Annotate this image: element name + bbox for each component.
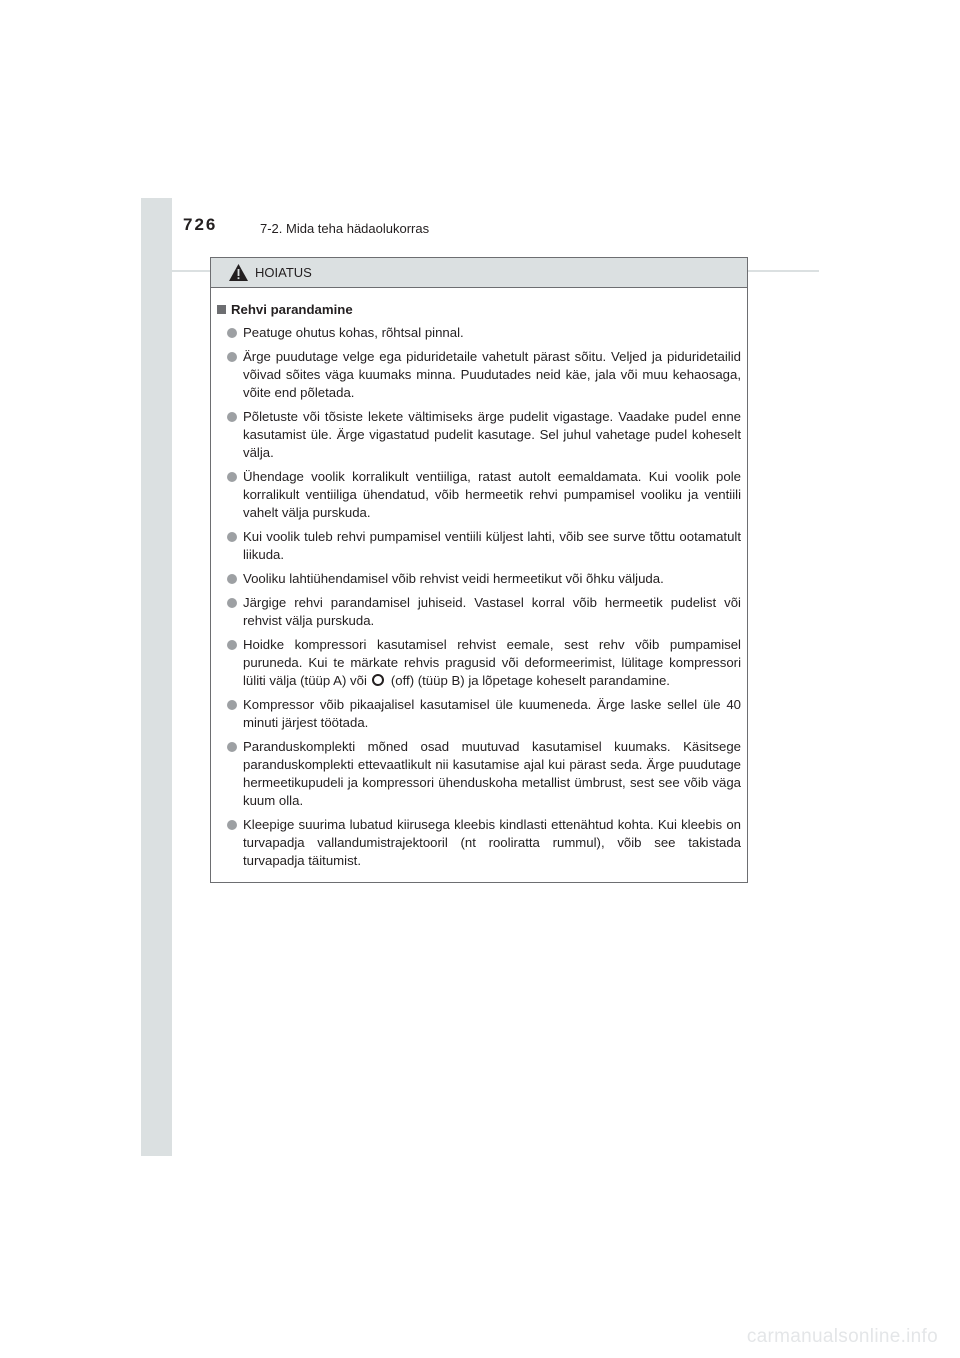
circle-bullet-icon <box>227 742 237 752</box>
list-item-text: Kui voolik tuleb rehvi pumpamisel ventiili küljest lahti, võib see surve tõttu ootamatult liikuda. <box>243 529 741 562</box>
list-item <box>216 696 741 732</box>
list-item-text: Peatuge ohutus kohas, rõhtsal pinnal. <box>243 325 464 340</box>
list-item <box>216 594 741 630</box>
list-item-text-part: Hoidke kompressori kasutamisel rehvist eemale, sest rehv võib pumpamisel puruneda. Kui te märkate rehvis pragusid või deformeerimist, lülitage kompressori lüliti välja (tüüp A) või <box>243 637 741 688</box>
list-item-text <box>243 636 741 690</box>
list-item-text-part: (off) (tüüp B) ja lõpetage koheselt parandamine. <box>390 673 670 688</box>
list-item-text: Vooliku lahtiühendamisel võib rehvist veidi hermeetikut või õhku väljuda. <box>243 571 664 586</box>
topic-heading <box>216 302 741 317</box>
warning-body <box>211 288 747 870</box>
section-title: 7-2. Mida teha hädaolukorras <box>260 221 430 236</box>
square-bullet-icon <box>217 305 226 314</box>
list-item <box>216 324 741 342</box>
list-item <box>216 738 741 810</box>
list-item <box>216 468 741 522</box>
circle-bullet-icon <box>227 598 237 608</box>
topic-title: Rehvi parandamine <box>231 302 353 317</box>
warning-triangle-icon <box>228 263 249 282</box>
list-item-text: Paranduskomplekti mõned osad muutuvad kasutamisel kuumaks. Käsitsege paranduskomplekti ettevaatlikult nii kasutamise ajal kui pärast seda. Ärge puudutage hermeetikupudeli ja kompressori ühenduskoha metallist ümbrust, sest see võib väga kuum olla. <box>243 739 741 808</box>
list-item <box>216 570 741 588</box>
list-item <box>216 348 741 402</box>
circle-bullet-icon <box>227 472 237 482</box>
page-sidebar-band <box>141 198 172 1156</box>
page-number: 726 <box>183 215 218 234</box>
warning-label: HOIATUS <box>255 265 312 280</box>
list-item-text: Põletuste või tõsiste lekete vältimiseks ärge pudelit vigastage. Vaadake pudel enne kasutamist üle. Ärge vigastatud pudelit kasutage. Sel juhul vahetage pudel koheselt välja. <box>243 409 741 460</box>
list-item <box>216 816 741 870</box>
warning-box <box>210 257 748 883</box>
list-item-text: Ärge puudutage velge ega piduridetaile vahetult pärast sõitu. Veljed ja piduridetailid võivad sõites väga kuumaks minna. Puudutades neid käe, jala või muu kehaosaga, võite end põletada. <box>243 349 741 400</box>
list-item-text: Ühendage voolik korralikult ventiiliga, ratast autolt eemaldamata. Kui voolik pole korralikult ventiiliga ühendatud, võib hermeetik rehvi pumpamisel vooliku ja ventiili vahelt välja purskuda. <box>243 469 741 520</box>
list-item <box>216 408 741 462</box>
circle-bullet-icon <box>227 700 237 710</box>
circle-bullet-icon <box>227 352 237 362</box>
off-circle-icon <box>372 674 384 686</box>
circle-bullet-icon <box>227 532 237 542</box>
list-item-text: Kompressor võib pikaajalisel kasutamisel üle kuumeneda. Ärge laske sellel üle 40 minuti järjest töötada. <box>243 697 741 730</box>
list-item-text: Järgige rehvi parandamisel juhiseid. Vastasel korral võib hermeetik pudelist või rehvist välja purskuda. <box>243 595 741 628</box>
warning-header <box>211 258 747 288</box>
circle-bullet-icon <box>227 412 237 422</box>
watermark: carmanualsonline.info <box>746 1326 938 1347</box>
list-item-text: Kleepige suurima lubatud kiirusega kleebis kindlasti ettenähtud kohta. Kui kleebis on turvapadja vallandumistrajektooril (nt rooliratta rummul), võib see takistada turvapadja täitumist. <box>243 817 741 868</box>
list-item <box>216 528 741 564</box>
circle-bullet-icon <box>227 574 237 584</box>
circle-bullet-icon <box>227 640 237 650</box>
circle-bullet-icon <box>227 328 237 338</box>
list-item <box>216 636 741 690</box>
circle-bullet-icon <box>227 820 237 830</box>
